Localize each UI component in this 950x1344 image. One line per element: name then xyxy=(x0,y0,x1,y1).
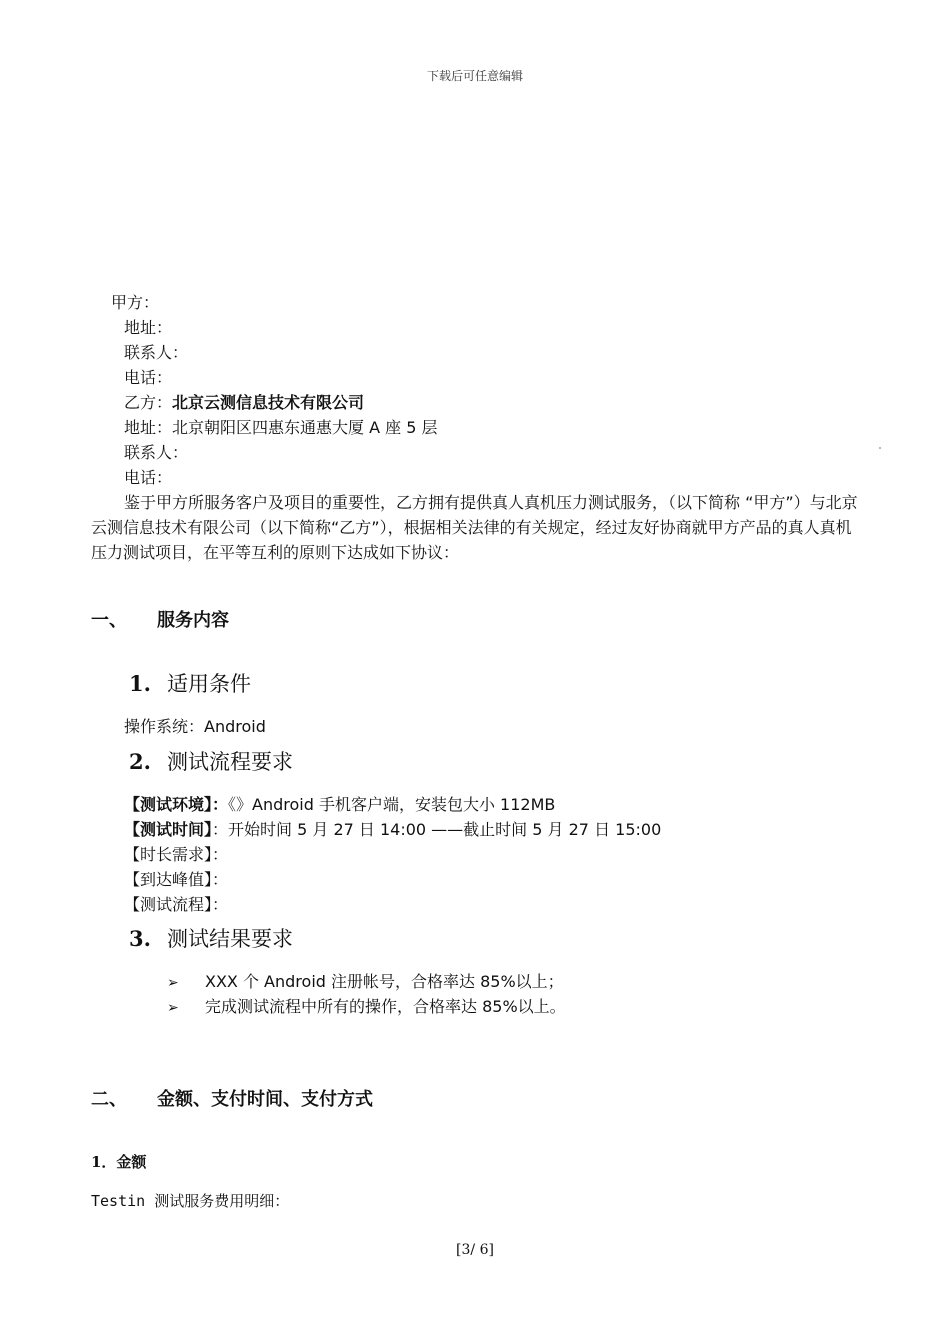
section-2-number: 二、 xyxy=(91,1089,127,1110)
subsection-3-number: 3. xyxy=(129,926,151,951)
party-b-contact-line xyxy=(124,440,188,465)
subsection-2-number: 2. xyxy=(129,749,151,774)
arrow-bullet-icon: ➢ xyxy=(167,1000,179,1016)
section-2-title: 金额、支付时间、支付方式 xyxy=(157,1089,373,1110)
test-env-label: 【测试环境】： xyxy=(124,795,229,814)
party-a-contact-line xyxy=(124,340,188,365)
subsection-1-number: 1. xyxy=(129,671,151,696)
party-b-phone-line xyxy=(124,465,172,490)
subsection-2-title: 测试流程要求 xyxy=(167,750,293,774)
test-time-line xyxy=(124,817,661,842)
test-time-value: ：开始时间 5 月 27 日 14:00 ——截止时间 5 月 27 日 15:00 xyxy=(212,820,662,839)
arrow-bullet-icon: ➢ xyxy=(167,975,179,991)
party-b-label: 乙方： xyxy=(124,393,173,412)
page-header-note: 下载后可任意编辑 xyxy=(426,69,523,83)
result-bullet-2 xyxy=(167,994,566,1017)
party-b-value: 北京云测信息技术有限公司 xyxy=(172,393,365,412)
result-bullet-1 xyxy=(167,969,564,992)
test-flow-line xyxy=(124,892,228,917)
stray-dot xyxy=(879,447,881,449)
party-a-address-line xyxy=(124,315,172,340)
result-bullet-2-text: 完成测试流程中所有的操作，合格率达 85%以上。 xyxy=(205,997,566,1016)
section-2-heading xyxy=(91,1085,373,1111)
party-a-contact-label: 联系人： xyxy=(124,343,189,362)
amount-heading: 1．金额 xyxy=(91,1153,147,1171)
subsection-2-heading xyxy=(129,746,293,776)
duration-label: 【时长需求】： xyxy=(124,845,229,864)
party-a-phone-label: 电话： xyxy=(124,368,173,387)
party-b-line xyxy=(124,390,364,415)
party-b-phone-label: 电话： xyxy=(124,468,173,487)
page-number: [3/ 6] xyxy=(456,1242,494,1258)
party-a-address-label: 地址： xyxy=(124,318,173,337)
test-env-line xyxy=(124,792,555,817)
peak-line xyxy=(124,867,228,892)
party-a-label: 甲方： xyxy=(111,293,160,312)
party-a-phone-line xyxy=(124,365,172,390)
section-1-title: 服务内容 xyxy=(157,610,229,631)
fee-detail-line: Testin 测试服务费用明细： xyxy=(91,1192,290,1210)
test-env-value: 《》Android 手机客户端，安装包大小 112MB xyxy=(228,795,556,814)
section-1-number: 一、 xyxy=(91,610,127,631)
peak-label: 【到达峰值】： xyxy=(124,870,229,889)
subsection-1-heading xyxy=(129,668,251,698)
os-line: 操作系统：Android xyxy=(124,717,266,736)
subsection-1-title: 适用条件 xyxy=(167,672,251,696)
result-bullet-1-text: XXX 个 Android 注册帐号，合格率达 85%以上； xyxy=(205,972,564,991)
subsection-3-heading xyxy=(129,923,293,953)
duration-line xyxy=(124,842,228,867)
test-flow-label: 【测试流程】： xyxy=(124,895,229,914)
party-a-line xyxy=(111,290,159,315)
intro-text: 鉴于甲方所服务客户及项目的重要性，乙方拥有提供真人真机压力测试服务，（以下简称 “甲方”）与北京云测信息技术有限公司（以下简称“乙方”），根据相关法律的有关规定，经过友好协商就甲方产品的真人真机压力测试项目，在平等互利的原则下达成如下协议： xyxy=(91,493,858,562)
section-1-heading xyxy=(91,606,229,632)
intro-paragraph xyxy=(91,490,861,565)
party-b-contact-label: 联系人： xyxy=(124,443,189,462)
party-b-address-label: 地址： xyxy=(124,418,173,437)
party-b-address-line xyxy=(124,415,438,440)
subsection-3-title: 测试结果要求 xyxy=(167,927,293,951)
party-b-address-value: 北京朝阳区四惠东通惠大厦 A 座 5 层 xyxy=(172,418,438,437)
test-time-label: 【测试时间】 xyxy=(124,820,213,839)
